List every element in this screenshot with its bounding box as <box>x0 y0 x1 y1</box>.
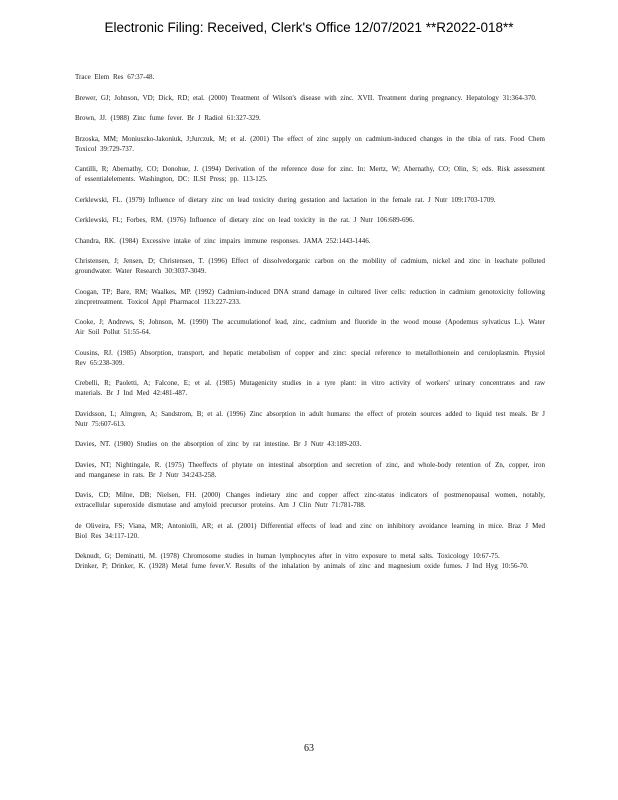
reference-entry: Trace Elem Res 67:37-48. <box>75 73 155 81</box>
reference-entry: de Oliveira, FS; Viana, MR; Antoniolli, AR; et al. (2001) Differential effects of lead and zinc on inhibitory avoidance learning in mice. Braz J Med Biol Res 34:117-120. <box>75 521 545 540</box>
reference-entry: Brzoska, MM; Moniuszko-Jakoniuk, J;Jurczuk, M; et al. (2001) The effect of zinc supply on cadmium-induced changes in the tibia of rats. Food Chem Toxicol 39:729-737. <box>75 134 545 153</box>
reference-entry: Davis, CD; Milne, DB; Nielsen, FH. (2000) Changes indietary zinc and copper affect zinc-status indicators of postmenopausal women, notably, extracellular superoxide dismutase and amyloid precursor proteins. Am J Clin Nutr 71:781-788. <box>75 491 545 509</box>
reference-entry: Crebelli, R; Paoletti, A; Falcone, E; et al. (1985) Mutagenicity studies in a tyre plant: in vitro activity of workers' urinary concentrates and raw materials. Br J Ind Med 42:481-487. <box>75 379 545 397</box>
reference-entry: Davies, NT. (1980) Studies on the absorption of zinc by rat intestine. Br J Nutr 43:189-203. <box>75 440 362 448</box>
page-number: 63 <box>304 743 314 754</box>
reference-entry: Cooke, J; Andrews, S; Johnson, M. (1990) The accumulationof lead, zinc, cadmium and fluoride in the wood mouse (Apodemus sylvaticus L.). Water Air Soil Pollut 51:55-64. <box>75 318 545 336</box>
reference-entry: Christensen, J; Jensen, D; Christensen, T. (1996) Effect of dissolvedorganic carbon on the mobility of cadmium, nickel and zinc in leachate polluted groundwater. Water Research 30:3037-3049. <box>75 257 545 275</box>
reference-entry: Cantilli, R; Abernathy, CO; Donohue, J. (1994) Derivation of the reference dose for zinc. In: Mertz, W; Abernathy, CO; Olin, S; eds. Risk assessment of essentialelements. Washington, DC: ILSI Press; pp. 113-125. <box>75 165 545 183</box>
reference-entry: Cerklewski, FL. (1979) Influence of dietary zinc on lead toxicity during gestation and lactation in the female rat. J Nutr 109:1703-1709. <box>75 195 496 204</box>
reference-entry: Drinker, P; Drinker, K. (1928) Metal fume fever.V. Results of the inhalation by animals of zinc and magnesium oxide fumes. J Ind Hyg 10:56-70. <box>75 562 529 570</box>
reference-entry: Davidsson, L; Almgren, A; Sandstrom, B; et al. (1996) Zinc absorption in adult humans: the effect of protein sources added to liquid test meals. Br J Nutr 75:607-613. <box>75 409 545 428</box>
reference-list <box>75 72 545 582</box>
reference-entry: Brown, JJ. (1988) Zinc fume fever. Br J Radiol 61:327-329. <box>75 114 261 122</box>
reference-entry: Brewer, GJ; Johnson, VD; Dick, RD; etal. (2000) Treatment of Wilson's disease with zinc. XVII. Treatment during pregnancy. Hepatology 31:364-370. <box>75 93 537 102</box>
reference-entry: Cerklewski, FL; Forbes, RM. (1976) Influence of dietary zinc on lead toxicity in the rat. J Nutr 106:689-696. <box>75 216 415 224</box>
reference-entry: Davies, NT; Nightingale, R. (1975) Theeffects of phytate on intestinal absorption and secretion of zinc, and whole-body retention of Zn, copper, iron and manganese in rats. Br J Nutr 34:243-258. <box>75 460 545 479</box>
reference-entry: Cousins, RJ. (1985) Absorption, transport, and hepatic metabolism of copper and zinc: special reference to metallothionein and ceruloplasmin. Physiol Rev 65:238-309. <box>75 348 545 367</box>
reference-entry: Coogan, TP; Bare, RM; Waalkes, MP. (1992) Cadmium-induced DNA strand damage in cultured liver cells: reduction in cadmium genotoxicity following zincpretreatment. Toxicol Appl Pharmacol 113:227-233. <box>75 287 545 306</box>
reference-entry: Deknudt, G; Deminatti, M. (1978) Chromosome studies in human lymphocytes after in vitro exposure to metal salts. Toxicology 10:67-75. <box>75 552 500 560</box>
reference-entry: Chandra, RK. (1984) Excessive intake of zinc impairs immune responses. JAMA 252:1443-1446. <box>75 236 371 245</box>
page-header: Electronic Filing: Received, Clerk's Office 12/07/2021 **R2022-018** <box>104 20 514 35</box>
